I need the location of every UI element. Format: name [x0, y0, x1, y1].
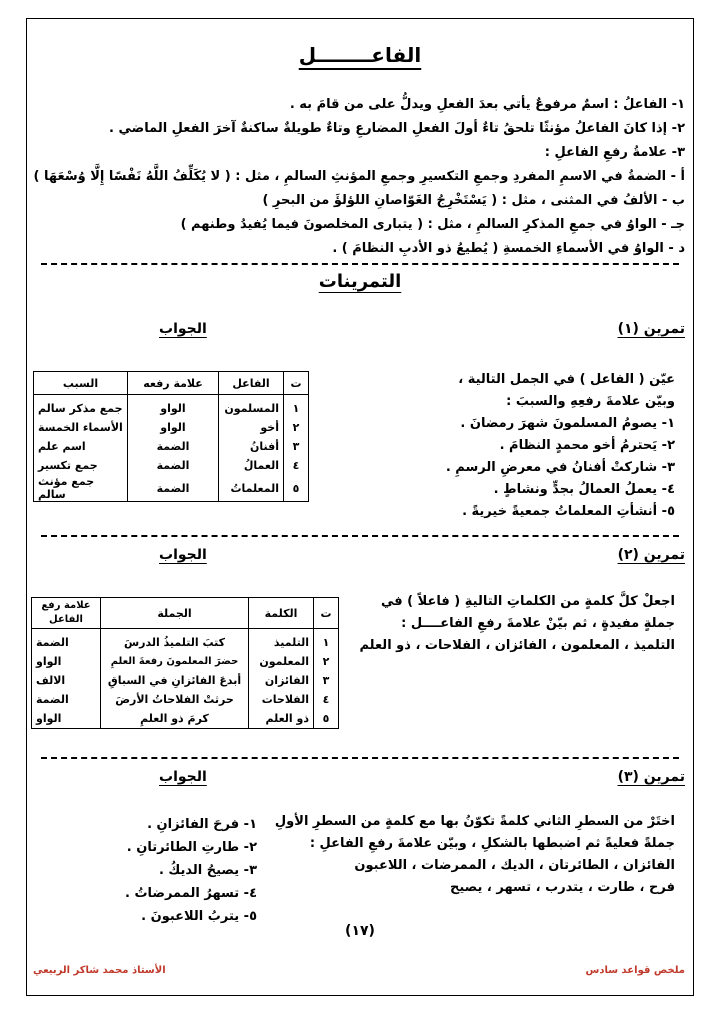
table-row: [32, 629, 339, 653]
question-line: وبيّن علامةَ رفعِهِ والسببَ :: [506, 394, 675, 409]
table-cell: المسلمون: [219, 395, 284, 419]
exercise-2-question: [359, 591, 675, 657]
exercise-2-label: تمرين (٢): [617, 547, 685, 563]
table-cell: الأسماء الخمسة: [34, 418, 128, 437]
question-line: جملةً فعليةً ثم اضبطها بالشكلِ ، وبيّن علامةَ رفعِ الفاعلِ :: [309, 836, 675, 851]
table-cell: كتبَ التلميذُ الدرسَ: [101, 629, 249, 653]
answer-line: ٣- يصيحُ الديكُ .: [158, 863, 257, 878]
question-line: الفائزان ، الطائرتان ، الديك ، الممرضات ، اللاعبون: [354, 858, 675, 873]
answer-label: الجواب: [159, 321, 207, 337]
question-line: ٣- شاركتْ أفنانُ في معرضِ الرسمِ .: [445, 460, 675, 475]
table-cell: ١: [314, 629, 339, 653]
table-cell: أبدعَ الفائزانِ في السباقِ: [101, 671, 249, 690]
table-cell: كرمَ ذو العلمِ: [101, 709, 249, 729]
table-cell: حرثتْ الفلاحاتُ الأرضَ: [101, 690, 249, 709]
rule-line: جـ - الواوُ في جمعِ المذكرِ السالمِ ، مثل : ( يتبارى المخلصونَ فيما يُفيدُ وطنهم ): [180, 217, 685, 232]
page-number: (١٧): [345, 923, 375, 939]
question-line: ٤- يعملُ العمالُ بجدٍّ ونشاطٍ .: [493, 482, 675, 497]
answer-line: ١- فرحَ الفائزانِ .: [147, 817, 257, 832]
table-cell: المعلمون: [249, 652, 314, 671]
exercise-3-question: [275, 811, 675, 899]
rule-line: ب - الألفُ في المثنى ، مثل : ( يَسْتَخْرِجُ الغَوّاصانِ اللؤلؤَ من البحرِ ): [262, 193, 685, 208]
table-header: علامة رفعه: [128, 372, 219, 395]
table-row: [32, 690, 339, 709]
table-cell: ذو العلم: [249, 709, 314, 729]
table-cell: الواو: [32, 652, 101, 671]
table-cell: ٤: [314, 690, 339, 709]
table-cell: الضمة: [32, 690, 101, 709]
table-cell: الضمة: [128, 475, 219, 502]
table-cell: ٢: [284, 418, 309, 437]
table-cell: الواو: [128, 418, 219, 437]
question-line: فرح ، طارت ، يتدرب ، تسهر ، يصيح: [450, 880, 675, 895]
exercise-2-answer-table: [31, 597, 339, 729]
section-divider: [41, 535, 679, 537]
exercise-3-label: تمرين (٣): [617, 769, 685, 785]
table-cell: اسم علم: [34, 437, 128, 456]
table-row: [34, 456, 309, 475]
table-cell: الضمة: [32, 629, 101, 653]
page-title: الفاعــــــــل: [298, 43, 422, 67]
exercise-1-answer-table: [33, 371, 309, 502]
table-cell: ١: [284, 395, 309, 419]
answer-label: الجواب: [159, 547, 207, 563]
table-header: ت: [314, 598, 339, 629]
table-header: ت: [284, 372, 309, 395]
table-row: [32, 652, 339, 671]
table-cell: جمع تكسير: [34, 456, 128, 475]
table-cell: أخو: [219, 418, 284, 437]
table-row: [34, 437, 309, 456]
table-header: السبب: [34, 372, 128, 395]
question-line: التلميذ ، المعلمون ، الفائزان ، الفلاحات ، ذو العلم: [359, 638, 675, 653]
table-row: [32, 671, 339, 690]
table-cell: جمع مؤنث سالم: [34, 475, 128, 502]
rule-line: ٢- إذا كانَ الفاعلُ مؤنثًا تلحقُ تاءٌ أولَ الفعلِ المضارعِ وتاءٌ طويلةٌ ساكنةٌ آخرَ الفعلِ الماضي .: [109, 121, 685, 136]
table-row: [34, 475, 309, 502]
exercise-3-answers: [57, 813, 257, 928]
table-row: [34, 418, 309, 437]
answer-line: ٥- يتربُ اللاعبونَ .: [141, 909, 257, 924]
exercise-1-label: تمرين (١): [617, 321, 685, 337]
exercise-1-question: [446, 369, 675, 523]
question-line: ١- يصومُ المسلمونَ شهرَ رمضانَ .: [460, 416, 675, 431]
table-cell: الضمة: [128, 437, 219, 456]
table-cell: ٥: [284, 475, 309, 502]
rule-line: د - الواوُ في الأسماءِ الخمسةِ ( يُطيعُ ذو الأدبِ النظامَ ) .: [332, 241, 685, 256]
table-cell: الالف: [32, 671, 101, 690]
question-line: ٢- يَحترمُ أخو محمدٍ النظامَ .: [499, 438, 675, 453]
table-cell: الفلاحات: [249, 690, 314, 709]
rule-line: ١- الفاعلُ : اسمٌ مرفوعٌ يأتي بعدَ الفعلِ ويدلُّ على من قامَ به .: [289, 97, 685, 112]
exercises-title: التمرينات: [318, 271, 402, 292]
answer-label: الجواب: [159, 769, 207, 785]
question-line: عيّن ( الفاعل ) في الجمل التالية ،: [458, 372, 675, 387]
footer-author: الأستاذ محمد شاكر الربيعي: [33, 965, 166, 976]
table-header: علامة رفع الفاعل: [32, 598, 101, 629]
table-cell: ٤: [284, 456, 309, 475]
table-cell: التلميذ: [249, 629, 314, 653]
table-row: [32, 709, 339, 729]
table-header: الكلمة: [249, 598, 314, 629]
table-cell: الفائزان: [249, 671, 314, 690]
table-header: الجملة: [101, 598, 249, 629]
question-line: اجعلْ كلَّ كلمةٍ من الكلماتِ التاليةِ ( فاعلاً ) في: [380, 594, 675, 609]
section-divider: [41, 263, 679, 265]
answer-line: ٢- طارتِ الطائرتانِ .: [126, 840, 257, 855]
answer-line: ٤- تسهرُ الممرضاتُ .: [125, 886, 257, 901]
rule-line: ٣- علامةُ رفعِ الفاعلِ :: [544, 145, 685, 160]
table-cell: ٥: [314, 709, 339, 729]
table-cell: المعلماتُ: [219, 475, 284, 502]
footer-book-title: ملخص قواعد سادس: [585, 965, 685, 976]
table-cell: ٣: [314, 671, 339, 690]
rule-line: أ - الضمةُ في الاسمِ المفردِ وجمعِ التكسيرِ وجمعِ المؤنثِ السالمِ ، مثل : ( لا يُكَلِّفُ اللَّهُ نَفْسًا إِلَّا وُسْعَهَا ): [33, 169, 685, 184]
table-cell: الواو: [32, 709, 101, 729]
section-divider: [41, 757, 679, 759]
table-cell: جمع مذكر سالم: [34, 395, 128, 419]
table-cell: حضرَ المعلمونَ رفعةَ العلمِ: [101, 652, 249, 671]
question-line: ٥- أنشأتِ المعلماتُ جمعيةً خيريةً .: [462, 504, 675, 519]
table-cell: العمالُ: [219, 456, 284, 475]
question-line: اختَرْ من السطرِ الثاني كلمةً تكوّنُ بها مع كلمةٍ من السطرِ الأولِ: [274, 814, 675, 829]
question-line: جملةٍ مفيدةٍ ، ثم بيّنْ علامةَ رفعِ الفاعــــل :: [401, 616, 675, 631]
table-cell: ٣: [284, 437, 309, 456]
table-cell: الواو: [128, 395, 219, 419]
table-cell: ٢: [314, 652, 339, 671]
table-row: [34, 395, 309, 419]
table-header: الفاعل: [219, 372, 284, 395]
table-cell: أفنانُ: [219, 437, 284, 456]
document-page: [26, 18, 694, 996]
table-cell: الضمة: [128, 456, 219, 475]
